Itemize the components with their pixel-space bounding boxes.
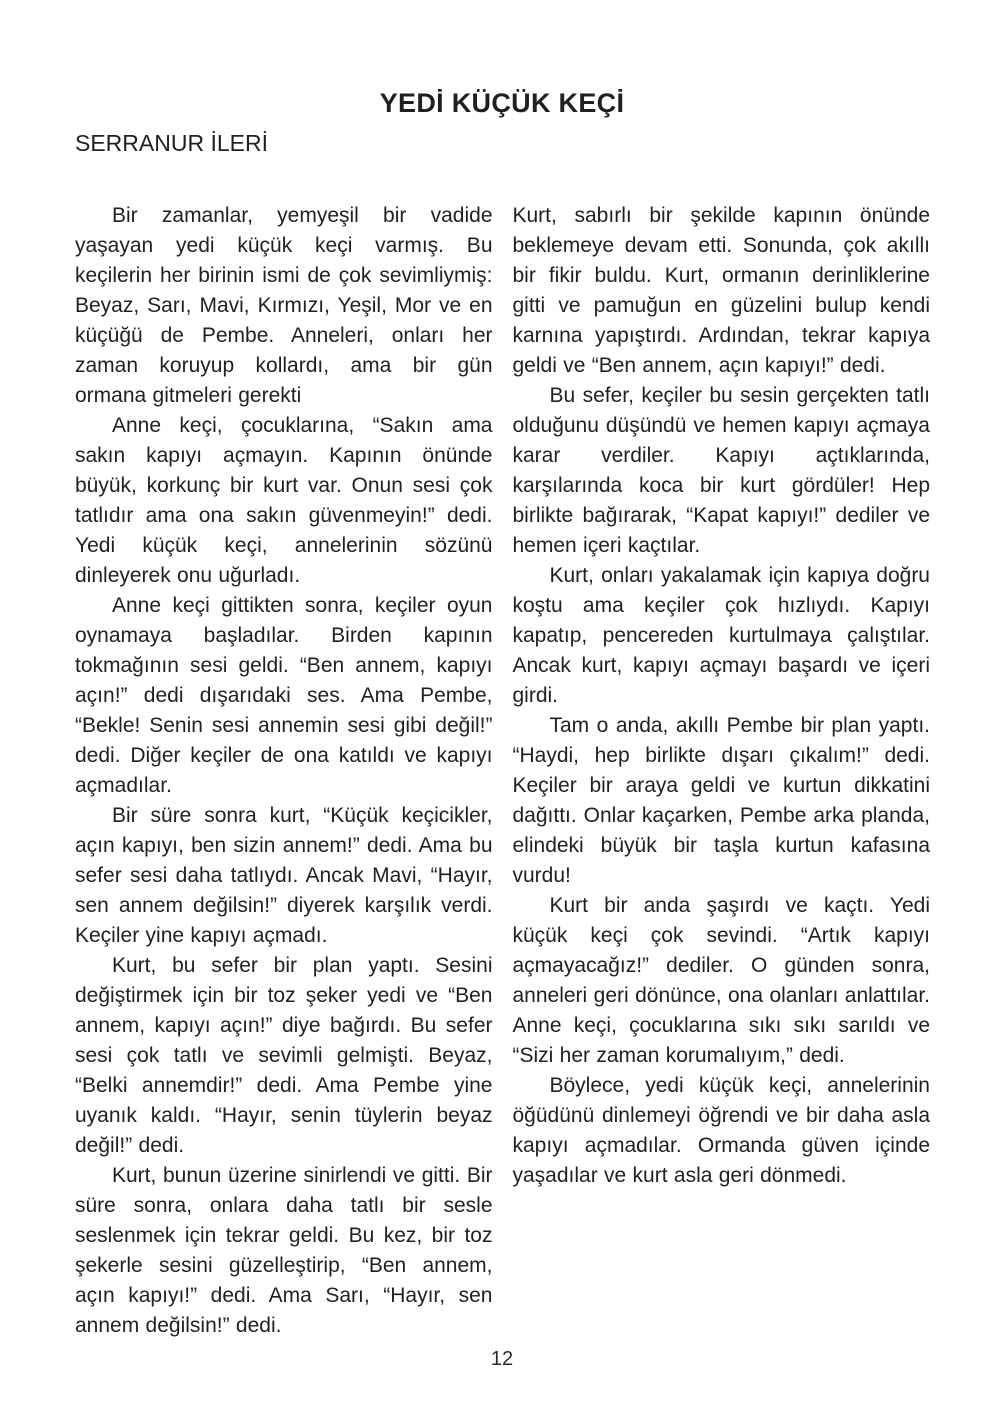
story-paragraph: Kurt bir anda şaşırdı ve kaçtı. Yedi küçük keçi çok sevindi. “Artık kapıyı açmayacağız!” dediler. O günden sonra, anneleri geri dönünce, ona olanları anlattılar. Anne keçi, çocuklarına sıkı sıkı sarıldı ve “Sizi her zaman korumalıyım,” dedi. — [512, 894, 930, 1067]
story-paragraph: Bir zamanlar, yemyeşil bir vadide yaşayan yedi küçük keçi varmış. Bu keçilerin her birinin ismi de çok sevimliymiş: Beyaz, Sarı, Mavi, Kırmızı, Yeşil, Mor ve en küçüğü de Pembe. Anneleri, onları her zaman koruyup kollardı, ama bir gün ormana gitmeleri gerekti — [75, 204, 493, 407]
author-name: SERRANUR İLERİ — [75, 130, 268, 156]
story-paragraph: Anne keçi gittikten sonra, keçiler oyun oynamaya başladılar. Birden kapının tokmağının sesi geldi. “Ben annem, kapıyı açın!” dedi dışarıdaki ses. Ama Pembe, “Bekle! Senin sesi annemin sesi gibi değil!” dedi. Diğer keçiler de ona katıldı ve kapıyı açmadılar. — [75, 594, 493, 797]
story-paragraph: Kurt, bu sefer bir plan yaptı. Sesini değiştirmek için bir toz şeker yedi ve “Ben annem, kapıyı açın!” diye bağırdı. Bu sefer sesi çok tatlı ve sevimli gelmişti. Beyaz, “Belki annemdir!” dedi. Ama Pembe yine uyanık kaldı. “Hayır, senin tüylerin beyaz değil!” dedi. — [75, 954, 493, 1157]
page-title: YEDİ KÜÇÜK KEÇİ — [379, 88, 625, 118]
column-right — [513, 201, 931, 1341]
story-paragraph: Anne keçi, çocuklarına, “Sakın ama sakın kapıyı açmayın. Kapının önünde büyük, korkunç bir kurt var. Onun sesi çok tatlıdır ama ona sakın güvenmeyin!” dedi. Yedi küçük keçi, annelerinin sözünü dinleyerek onu uğurladı. — [75, 414, 493, 587]
story-paragraph: Kurt, onları yakalamak için kapıya doğru koştu ama keçiler çok hızlıydı. Kapıyı kapatıp, pencereden kurtulmaya çalıştılar. Ancak kurt, kapıyı açmayı başardı ve içeri girdi. — [512, 564, 930, 707]
story-paragraph: Tam o anda, akıllı Pembe bir plan yaptı. “Haydi, hep birlikte dışarı çıkalım!” dedi. Keçiler bir araya geldi ve kurtun dikkatini dağıttı. Onlar kaçarken, Pembe arka planda, elindeki büyük bir taşla kurtun kafasına vurdu! — [512, 714, 930, 887]
story-paragraph: Böylece, yedi küçük keçi, annelerinin öğüdünü dinlemeyi öğrendi ve bir daha asla kapıyı açmadılar. Ormanda güven içinde yaşadılar ve kurt asla geri dönmedi. — [512, 1074, 930, 1187]
page-header — [0, 88, 1004, 157]
story-paragraph: Bir süre sonra kurt, “Küçük keçicikler, açın kapıyı, ben sizin annem!” dedi. Ama bu sefer sesi daha tatlıydı. Ancak Mavi, “Hayır, sen annem değilsin!” diyerek karşılık verdi. Keçiler yine kapıyı açmadı. — [75, 804, 493, 947]
column-left — [75, 201, 493, 1341]
page-number: 12 — [490, 1348, 514, 1370]
story-body — [0, 201, 1004, 1341]
story-paragraph: Kurt, sabırlı bir şekilde kapının önünde beklemeye devam etti. Sonunda, çok akıllı bir fikir buldu. Kurt, ormanın derinliklerine gitti ve pamuğun en güzelini bulup kendi karnına yapıştırdı. Ardından, tekrar kapıya geldi ve “Ben annem, açın kapıyı!” dedi. — [512, 204, 930, 377]
story-paragraph: Bu sefer, keçiler bu sesin gerçekten tatlı olduğunu düşündü ve hemen kapıyı açmaya karar verdiler. Kapıyı açtıklarında, karşılarında koca bir kurt gördüler! Hep birlikte bağırarak, “Kapat kapıyı!” dediler ve hemen içeri kaçtılar. — [512, 384, 930, 557]
story-paragraph: Kurt, bunun üzerine sinirlendi ve gitti. Bir süre sonra, onlara daha tatlı bir sesle seslenmek için tekrar geldi. Bu kez, bir toz şekerle sesini güzelleştirip, “Ben annem, açın kapıyı!” dedi. Ama Sarı, “Hayır, sen annem değilsin!” dedi. — [75, 1164, 493, 1337]
